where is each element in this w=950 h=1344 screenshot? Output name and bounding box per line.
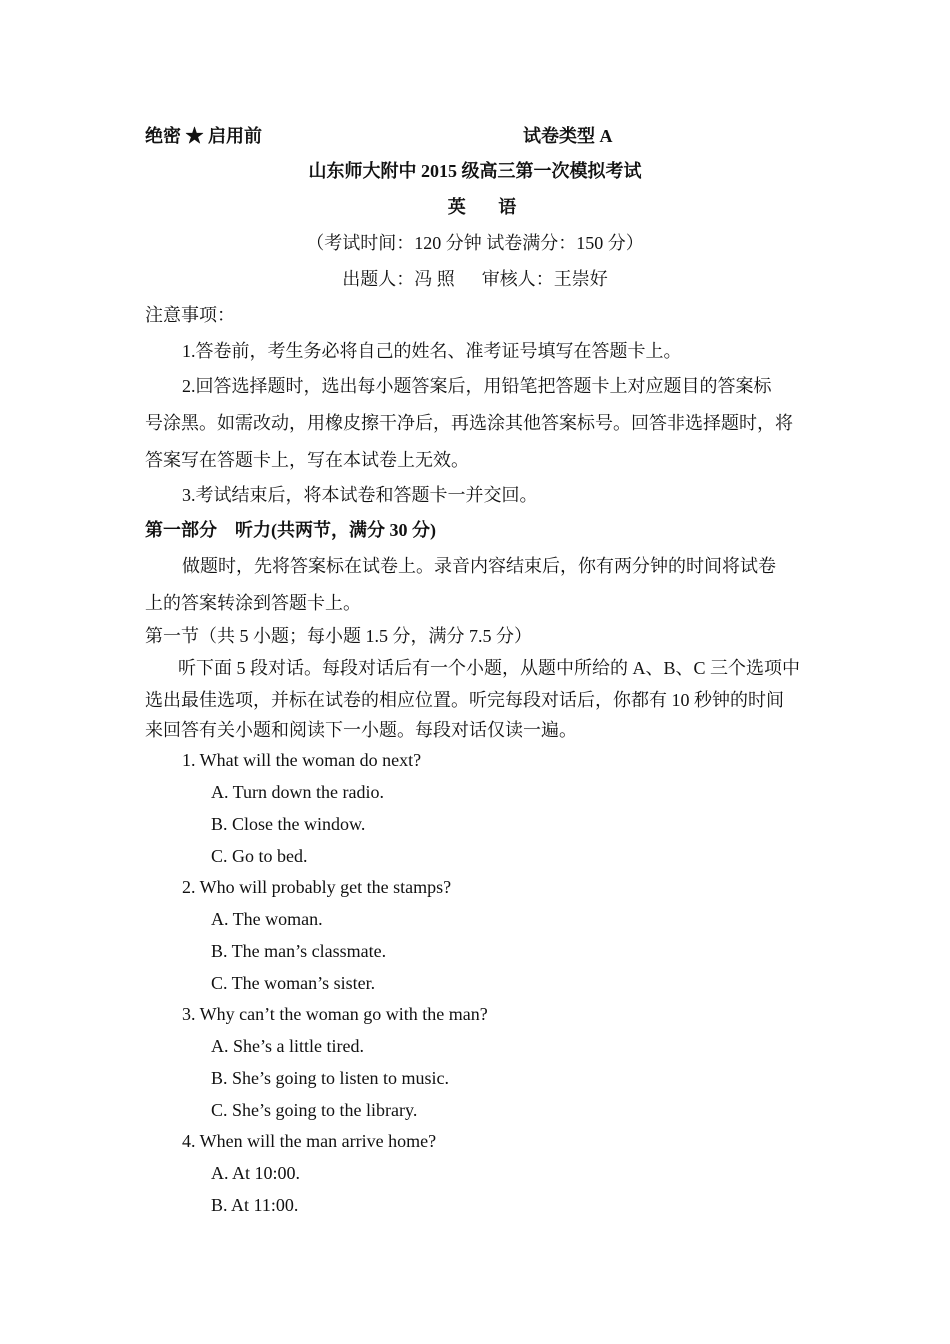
question-4: 4. When will the man arrive home? (182, 1131, 437, 1151)
question-2-option-c: C. The woman’s sister. (211, 973, 376, 993)
question-3-option-c: C. She’s going to the library. (211, 1100, 418, 1120)
question-2-option-a: A. The woman. (211, 909, 323, 929)
section1-heading: 第一节（共 5 小题；每小题 1.5 分，满分 7.5 分） (145, 626, 532, 646)
note-item-2-line-2: 号涂黑。如需改动，用橡皮擦干净后，再选涂其他答案标号。回答非选择题时，将 (145, 413, 793, 433)
section1-line-1: 听下面 5 段对话。每段对话后有一个小题，从题中所给的 A、B、C 三个选项中 (178, 658, 801, 678)
question-1-option-a: A. Turn down the radio. (211, 782, 385, 802)
part1-intro-line-1: 做题时，先将答案标在试卷上。录音内容结束后，你有两分钟的时间将试卷 (182, 556, 776, 576)
exam-title: 山东师大附中 2015 级高三第一次模拟考试 (308, 161, 642, 181)
section1-line-2: 选出最佳选项，并标在试卷的相应位置。听完每段对话后，你都有 10 秒钟的时间 (145, 690, 784, 710)
note-item-1: 1.答卷前，考生务必将自己的姓名、准考证号填写在答题卡上。 (182, 341, 682, 361)
notes-heading: 注意事项： (145, 305, 235, 325)
note-item-2-line-3: 答案写在答题卡上，写在本试卷上无效。 (145, 450, 469, 470)
question-2-option-b: B. The man’s classmate. (211, 941, 387, 961)
question-1-option-b: B. Close the window. (211, 814, 366, 834)
question-1: 1. What will the woman do next? (182, 750, 422, 770)
question-2: 2. Who will probably get the stamps? (182, 877, 452, 897)
note-item-2-line-1: 2.回答选择题时，选出每小题答案后，用铅笔把答题卡上对应题目的答案标 (182, 376, 772, 396)
part1-intro-line-2: 上的答案转涂到答题卡上。 (145, 593, 361, 613)
authors-line: 出题人：冯 照 审核人：王崇好 (342, 269, 608, 289)
question-1-option-c: C. Go to bed. (211, 846, 308, 866)
question-4-option-b: B. At 11:00. (211, 1195, 299, 1215)
question-3-option-b: B. She’s going to listen to music. (211, 1068, 450, 1088)
secret-label: 绝密 ★ 启用前 (145, 126, 262, 146)
paper-type-label: 试卷类型 A (523, 126, 613, 146)
question-3: 3. Why can’t the woman go with the man? (182, 1004, 488, 1024)
question-3-option-a: A. She’s a little tired. (211, 1036, 364, 1056)
question-4-option-a: A. At 10:00. (211, 1163, 301, 1183)
part1-heading: 第一部分 听力(共两节，满分 30 分) (145, 520, 436, 540)
exam-info: （考试时间：120 分钟 试卷满分：150 分） (306, 233, 644, 253)
section1-line-3: 来回答有关小题和阅读下一小题。每段对话仅读一遍。 (145, 720, 577, 740)
subject-title: 英 语 (447, 197, 531, 217)
note-item-3: 3.考试结束后，将本试卷和答题卡一并交回。 (182, 485, 538, 505)
